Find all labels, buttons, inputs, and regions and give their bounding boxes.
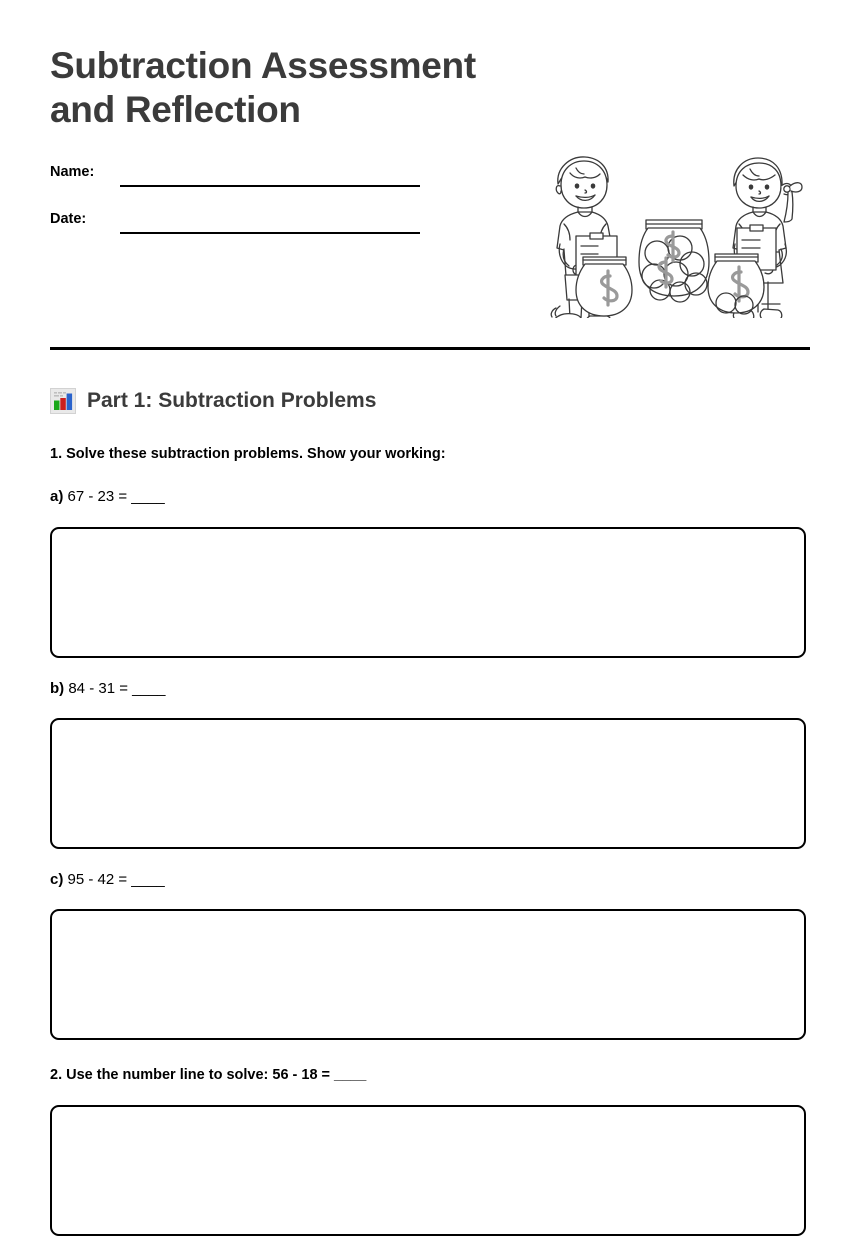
section-divider (50, 347, 810, 350)
answer-box-a[interactable] (50, 527, 806, 658)
name-field-label: Name: (50, 164, 95, 180)
answer-box-b[interactable] (50, 718, 806, 849)
question-1-prompt: 1. Solve these subtraction problems. Show your working: (50, 446, 446, 462)
answer-box-c[interactable] (50, 909, 806, 1040)
question-1-item-a (50, 488, 165, 505)
page-title-line-2: and Reflection (50, 89, 301, 131)
header (50, 44, 810, 133)
question-1-item-c-expression: 95 - 42 = ____ (67, 871, 165, 888)
question-1-item-b (50, 680, 166, 697)
question-1-item-b-expression: 84 - 31 = ____ (68, 680, 166, 697)
question-1-item-b-marker: b) (50, 680, 65, 697)
question-2-prompt: 2. Use the number line to solve: 56 - 18 = ____ (50, 1067, 367, 1083)
two-children-with-money-jars-illustration (540, 148, 810, 318)
question-1-item-c-marker: c) (50, 871, 64, 888)
section-heading (50, 388, 376, 414)
page-title-line-1: Subtraction Assessment (50, 45, 476, 86)
section-heading-label: Part 1: Subtraction Problems (87, 389, 377, 412)
question-1-item-a-marker: a) (50, 488, 64, 505)
bar-chart-icon (50, 388, 76, 414)
date-field-label: Date: (50, 211, 87, 227)
date-input-line[interactable] (120, 232, 420, 234)
question-1-item-c (50, 871, 165, 888)
page-title (50, 44, 520, 133)
answer-box-question-2[interactable] (50, 1105, 806, 1236)
question-1-item-a-expression: 67 - 23 = ____ (67, 488, 165, 505)
name-input-line[interactable] (120, 185, 420, 187)
